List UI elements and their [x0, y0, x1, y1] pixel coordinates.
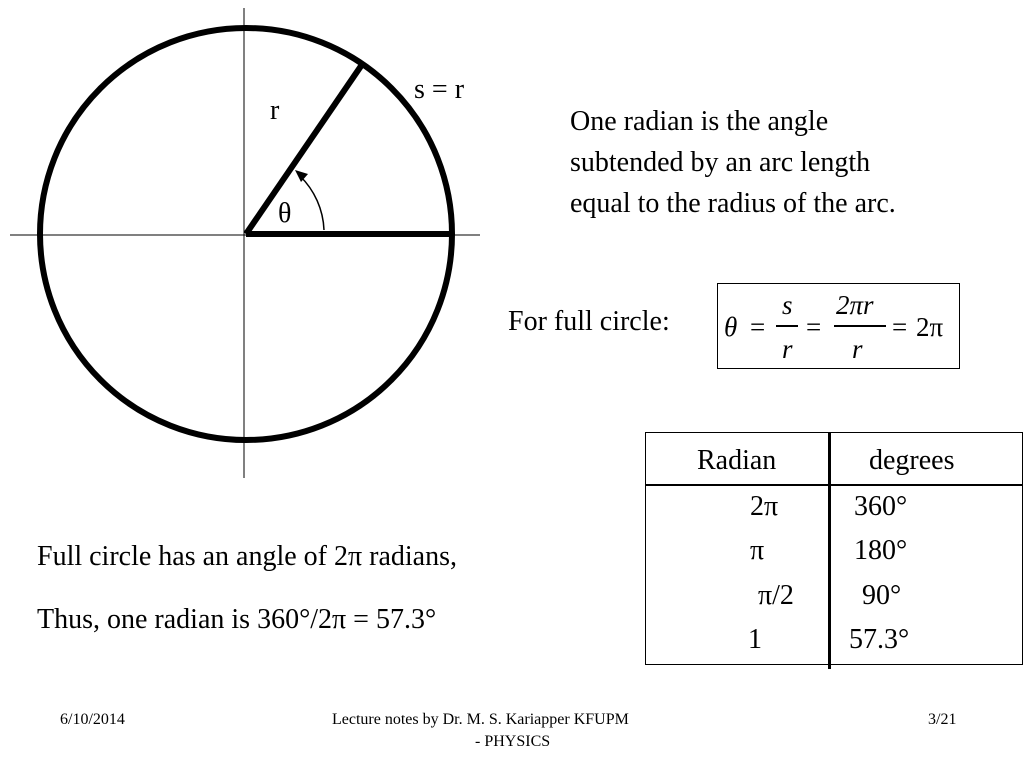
- footer-page-number: 3/21: [928, 711, 957, 728]
- table-cell-radian: π: [750, 535, 765, 566]
- summary-line-full-circle: Full circle has an angle of 2π radians,: [37, 541, 457, 572]
- radius-line-angled: [246, 66, 361, 234]
- formula-frac2-bar: [834, 325, 886, 327]
- table-column-rule: [828, 433, 831, 669]
- definition-line: subtended by an arc length: [570, 147, 871, 178]
- table-cell-radian: 2π: [750, 491, 779, 522]
- formula-box: [717, 283, 960, 369]
- definition-line: equal to the radius of the arc.: [570, 188, 896, 219]
- table-cell-degrees: 360°: [854, 491, 908, 522]
- formula-frac2-numerator: 2πr: [836, 290, 874, 320]
- table-cell-radian: π/2: [758, 580, 794, 611]
- footer-credit-line2: - PHYSICS: [475, 733, 551, 750]
- formula-frac1-bar: [776, 325, 798, 327]
- table-header-radian: Radian: [697, 445, 777, 476]
- formula-equals: =: [806, 312, 822, 342]
- footer-credit-line1: Lecture notes by Dr. M. S. Kariapper KFUPM: [332, 711, 629, 728]
- table-header-rule: [646, 484, 1022, 486]
- table-header-degrees: degrees: [869, 445, 955, 476]
- angle-arrowhead-icon: [295, 170, 308, 182]
- radian-definition: [570, 101, 990, 224]
- radian-degree-table: [645, 432, 1023, 665]
- angle-label: θ: [278, 198, 292, 229]
- full-circle-label: For full circle:: [508, 306, 670, 337]
- formula-frac2-denominator: r: [852, 334, 863, 364]
- formula-equals: =: [750, 312, 766, 342]
- formula-result: 2π: [916, 312, 944, 342]
- arc-length-label: s = r: [414, 74, 465, 105]
- radius-label: r: [270, 95, 280, 126]
- summary-line-one-radian: Thus, one radian is 360°/2π = 57.3°: [37, 604, 437, 635]
- table-cell-degrees: 180°: [854, 535, 908, 566]
- table-cell-radian: 1: [748, 624, 762, 655]
- radian-circle-diagram: [0, 0, 500, 490]
- formula-theta: θ: [724, 312, 738, 342]
- footer-date: 6/10/2014: [60, 711, 125, 728]
- definition-line: One radian is the angle: [570, 106, 829, 137]
- table-cell-degrees: 57.3°: [849, 624, 910, 655]
- formula-equals: =: [892, 312, 908, 342]
- angle-arc: [300, 176, 324, 230]
- table-cell-degrees: 90°: [862, 580, 902, 611]
- formula-frac1-numerator: s: [782, 290, 793, 320]
- formula-frac1-denominator: r: [782, 334, 793, 364]
